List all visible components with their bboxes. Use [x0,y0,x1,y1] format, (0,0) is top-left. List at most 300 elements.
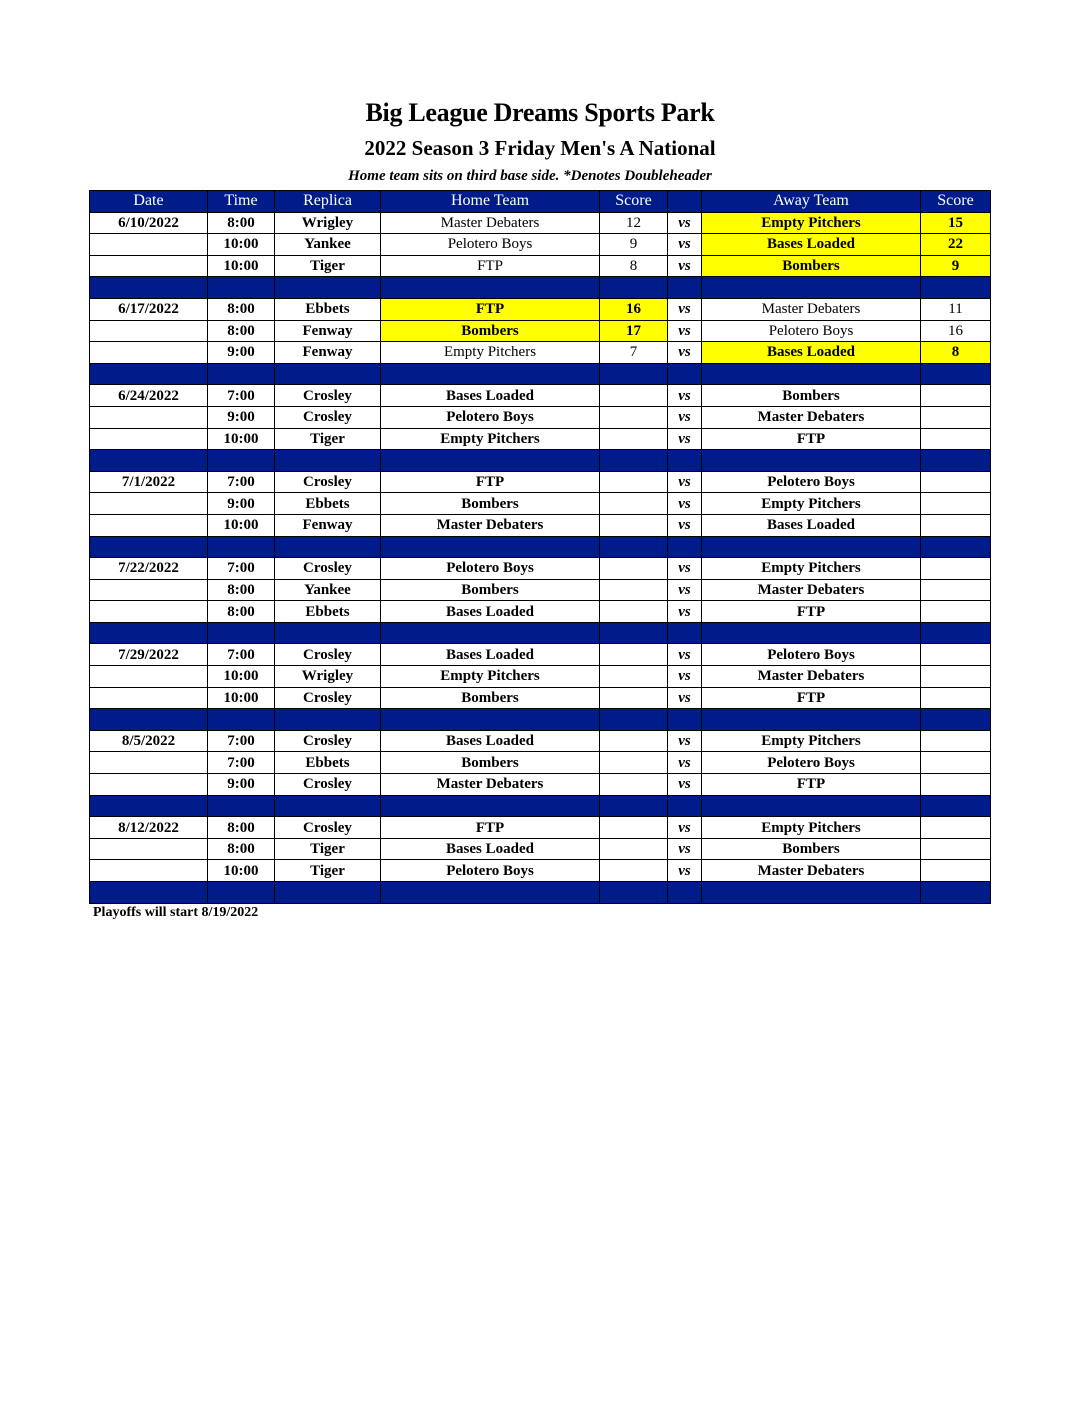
away-score: 8 [921,342,991,364]
separator-cell [275,536,381,558]
col-header-away-score: Score [921,191,991,213]
game-time: 9:00 [208,406,275,428]
separator-cell [702,277,921,299]
away-score: 15 [921,212,991,234]
separator-cell [668,709,702,731]
home-score [600,860,668,882]
home-score [600,514,668,536]
away-score [921,774,991,796]
game-row [90,342,991,364]
separator-cell [921,709,991,731]
separator-cell [208,882,275,904]
game-replica: Crosley [275,558,381,580]
week-separator-row [90,363,991,385]
vs-label: vs [668,838,702,860]
away-team: FTP [702,428,921,450]
game-time: 10:00 [208,255,275,277]
home-team: Bases Loaded [381,730,600,752]
separator-cell [381,709,600,731]
separator-cell [702,622,921,644]
away-team: Pelotero Boys [702,320,921,342]
game-replica: Ebbets [275,752,381,774]
separator-cell [921,277,991,299]
game-row [90,817,991,839]
home-team: FTP [381,255,600,277]
home-score: 7 [600,342,668,364]
game-time: 7:00 [208,471,275,493]
separator-cell [275,795,381,817]
home-team: Bases Loaded [381,838,600,860]
game-row [90,644,991,666]
game-date [90,601,208,623]
away-score [921,817,991,839]
game-replica: Yankee [275,579,381,601]
away-team: FTP [702,774,921,796]
separator-cell [921,795,991,817]
game-row [90,428,991,450]
game-time: 8:00 [208,601,275,623]
away-score: 9 [921,255,991,277]
separator-cell [702,795,921,817]
game-row [90,514,991,536]
game-row [90,579,991,601]
game-row [90,471,991,493]
home-team: FTP [381,298,600,320]
game-row [90,860,991,882]
vs-label: vs [668,385,702,407]
game-time: 8:00 [208,579,275,601]
vs-label: vs [668,406,702,428]
away-team: Empty Pitchers [702,817,921,839]
away-score [921,687,991,709]
game-row [90,298,991,320]
separator-cell [600,795,668,817]
game-time: 8:00 [208,817,275,839]
home-team: Bombers [381,579,600,601]
game-time: 9:00 [208,493,275,515]
away-score [921,666,991,688]
home-score: 9 [600,234,668,256]
col-header-away-team: Away Team [702,191,921,213]
vs-label: vs [668,666,702,688]
separator-cell [921,882,991,904]
away-score [921,428,991,450]
home-team: Bombers [381,320,600,342]
game-row [90,752,991,774]
separator-cell [921,622,991,644]
separator-cell [381,795,600,817]
game-date [90,342,208,364]
away-team: FTP [702,687,921,709]
game-row [90,385,991,407]
separator-cell [90,450,208,472]
game-row [90,234,991,256]
game-date [90,687,208,709]
game-replica: Fenway [275,320,381,342]
home-team: Bombers [381,752,600,774]
home-score [600,838,668,860]
away-team: Master Debaters [702,666,921,688]
away-team: Bombers [702,838,921,860]
game-date: 6/17/2022 [90,298,208,320]
vs-label: vs [668,342,702,364]
game-row [90,666,991,688]
separator-cell [702,536,921,558]
game-replica: Crosley [275,774,381,796]
separator-cell [381,450,600,472]
away-score [921,579,991,601]
game-date [90,406,208,428]
home-team: FTP [381,817,600,839]
game-date [90,255,208,277]
col-header-replica: Replica [275,191,381,213]
vs-label: vs [668,298,702,320]
game-date [90,493,208,515]
home-score [600,601,668,623]
home-score [600,471,668,493]
away-score: 16 [921,320,991,342]
separator-cell [381,882,600,904]
game-date: 6/10/2022 [90,212,208,234]
game-row [90,601,991,623]
home-score [600,774,668,796]
separator-cell [668,450,702,472]
game-replica: Wrigley [275,212,381,234]
page-subtitle: 2022 Season 3 Friday Men's A National [364,136,716,160]
separator-cell [381,622,600,644]
home-score [600,493,668,515]
home-team: Empty Pitchers [381,428,600,450]
vs-label: vs [668,730,702,752]
separator-cell [90,363,208,385]
home-score [600,579,668,601]
week-separator-row [90,622,991,644]
separator-cell [702,882,921,904]
col-header-home-team: Home Team [381,191,600,213]
separator-cell [208,277,275,299]
separator-cell [275,363,381,385]
game-replica: Fenway [275,514,381,536]
game-date [90,514,208,536]
home-team: Master Debaters [381,774,600,796]
separator-cell [208,709,275,731]
game-time: 8:00 [208,838,275,860]
week-separator-row [90,450,991,472]
away-team: Empty Pitchers [702,212,921,234]
game-date: 7/29/2022 [90,644,208,666]
vs-label: vs [668,234,702,256]
game-row [90,406,991,428]
game-replica: Ebbets [275,601,381,623]
home-score [600,666,668,688]
col-header-vs [668,191,702,213]
vs-label: vs [668,493,702,515]
away-score [921,838,991,860]
game-time: 8:00 [208,212,275,234]
game-replica: Ebbets [275,298,381,320]
away-score: 11 [921,298,991,320]
game-time: 9:00 [208,774,275,796]
home-team: Pelotero Boys [381,234,600,256]
separator-cell [381,536,600,558]
game-row [90,774,991,796]
home-score [600,406,668,428]
home-team: FTP [381,471,600,493]
away-score [921,514,991,536]
vs-label: vs [668,428,702,450]
away-score [921,493,991,515]
schedule-body [90,212,991,903]
game-time: 9:00 [208,342,275,364]
home-score [600,644,668,666]
separator-cell [600,277,668,299]
vs-label: vs [668,320,702,342]
schedule-table [89,190,991,904]
vs-label: vs [668,644,702,666]
game-row [90,730,991,752]
game-time: 10:00 [208,860,275,882]
separator-cell [208,450,275,472]
separator-cell [90,882,208,904]
away-score [921,860,991,882]
game-row [90,255,991,277]
away-score [921,752,991,774]
away-team: Pelotero Boys [702,644,921,666]
home-score: 8 [600,255,668,277]
separator-cell [208,795,275,817]
separator-cell [275,882,381,904]
vs-label: vs [668,817,702,839]
vs-label: vs [668,687,702,709]
home-score [600,428,668,450]
game-replica: Crosley [275,385,381,407]
playoffs-note: Playoffs will start 8/19/2022 [93,905,259,920]
vs-label: vs [668,255,702,277]
game-row [90,838,991,860]
game-time: 8:00 [208,320,275,342]
game-replica: Crosley [275,406,381,428]
separator-cell [668,882,702,904]
game-date [90,234,208,256]
game-replica: Yankee [275,234,381,256]
away-team: Master Debaters [702,298,921,320]
away-team: Bases Loaded [702,342,921,364]
home-score [600,687,668,709]
home-team: Master Debaters [381,212,600,234]
vs-label: vs [668,579,702,601]
game-replica: Crosley [275,471,381,493]
game-date: 8/5/2022 [90,730,208,752]
away-team: Bombers [702,385,921,407]
game-date [90,579,208,601]
game-row [90,212,991,234]
game-time: 8:00 [208,298,275,320]
game-time: 7:00 [208,558,275,580]
separator-cell [600,450,668,472]
away-team: Pelotero Boys [702,471,921,493]
game-row [90,320,991,342]
separator-cell [90,536,208,558]
away-team: Bombers [702,255,921,277]
vs-label: vs [668,514,702,536]
away-score [921,644,991,666]
col-header-date: Date [90,191,208,213]
week-separator-row [90,536,991,558]
separator-cell [668,795,702,817]
away-score [921,601,991,623]
game-date [90,320,208,342]
game-time: 10:00 [208,428,275,450]
home-team: Empty Pitchers [381,342,600,364]
separator-cell [275,622,381,644]
separator-cell [381,363,600,385]
home-score [600,730,668,752]
away-score [921,406,991,428]
home-score: 17 [600,320,668,342]
game-replica: Crosley [275,644,381,666]
home-score: 12 [600,212,668,234]
home-score [600,385,668,407]
vs-label: vs [668,601,702,623]
separator-cell [702,450,921,472]
home-score [600,817,668,839]
game-date [90,774,208,796]
week-separator-row [90,882,991,904]
home-score [600,752,668,774]
game-replica: Crosley [275,687,381,709]
game-date [90,838,208,860]
away-team: Bases Loaded [702,234,921,256]
away-score [921,730,991,752]
separator-cell [600,363,668,385]
game-time: 7:00 [208,385,275,407]
game-date: 7/1/2022 [90,471,208,493]
separator-cell [90,795,208,817]
separator-cell [600,882,668,904]
vs-label: vs [668,752,702,774]
away-team: Bases Loaded [702,514,921,536]
separator-cell [668,622,702,644]
separator-cell [381,277,600,299]
game-date [90,752,208,774]
home-team: Bases Loaded [381,644,600,666]
game-replica: Ebbets [275,493,381,515]
game-replica: Tiger [275,255,381,277]
game-time: 7:00 [208,730,275,752]
home-score: 16 [600,298,668,320]
separator-cell [90,709,208,731]
home-team: Empty Pitchers [381,666,600,688]
game-date: 8/12/2022 [90,817,208,839]
vs-label: vs [668,471,702,493]
away-team: Pelotero Boys [702,752,921,774]
separator-cell [90,277,208,299]
separator-cell [921,450,991,472]
week-separator-row [90,795,991,817]
separator-cell [275,277,381,299]
away-score [921,471,991,493]
game-replica: Crosley [275,817,381,839]
separator-cell [668,363,702,385]
separator-cell [208,536,275,558]
away-team: Master Debaters [702,579,921,601]
separator-cell [600,536,668,558]
game-replica: Tiger [275,428,381,450]
away-team: Empty Pitchers [702,558,921,580]
separator-cell [921,363,991,385]
away-team: Master Debaters [702,406,921,428]
separator-cell [600,622,668,644]
home-team: Master Debaters [381,514,600,536]
game-date: 6/24/2022 [90,385,208,407]
schedule-note: Home team sits on third base side. *Denotes Doubleheader [348,168,712,184]
vs-label: vs [668,860,702,882]
home-team: Pelotero Boys [381,860,600,882]
game-replica: Fenway [275,342,381,364]
game-date [90,666,208,688]
page-title: Big League Dreams Sports Park [365,98,715,127]
table-header-row [90,191,991,213]
game-time: 7:00 [208,752,275,774]
separator-cell [275,709,381,731]
separator-cell [668,536,702,558]
vs-label: vs [668,212,702,234]
vs-label: vs [668,774,702,796]
game-time: 10:00 [208,687,275,709]
game-row [90,558,991,580]
separator-cell [702,709,921,731]
game-time: 10:00 [208,234,275,256]
home-team: Bombers [381,493,600,515]
separator-cell [600,709,668,731]
home-team: Bases Loaded [381,385,600,407]
away-team: Master Debaters [702,860,921,882]
away-team: Empty Pitchers [702,730,921,752]
game-replica: Wrigley [275,666,381,688]
week-separator-row [90,709,991,731]
game-date: 7/22/2022 [90,558,208,580]
col-header-time: Time [208,191,275,213]
separator-cell [275,450,381,472]
game-replica: Crosley [275,730,381,752]
away-team: Empty Pitchers [702,493,921,515]
game-time: 10:00 [208,514,275,536]
home-team: Pelotero Boys [381,558,600,580]
vs-label: vs [668,558,702,580]
separator-cell [702,363,921,385]
separator-cell [668,277,702,299]
separator-cell [921,536,991,558]
game-row [90,687,991,709]
separator-cell [208,363,275,385]
separator-cell [208,622,275,644]
home-score [600,558,668,580]
game-row [90,493,991,515]
separator-cell [90,622,208,644]
week-separator-row [90,277,991,299]
home-team: Bombers [381,687,600,709]
col-header-home-score: Score [600,191,668,213]
game-date [90,428,208,450]
home-team: Pelotero Boys [381,406,600,428]
away-score: 22 [921,234,991,256]
away-team: FTP [702,601,921,623]
away-score [921,385,991,407]
game-date [90,860,208,882]
game-replica: Tiger [275,860,381,882]
game-replica: Tiger [275,838,381,860]
home-team: Bases Loaded [381,601,600,623]
